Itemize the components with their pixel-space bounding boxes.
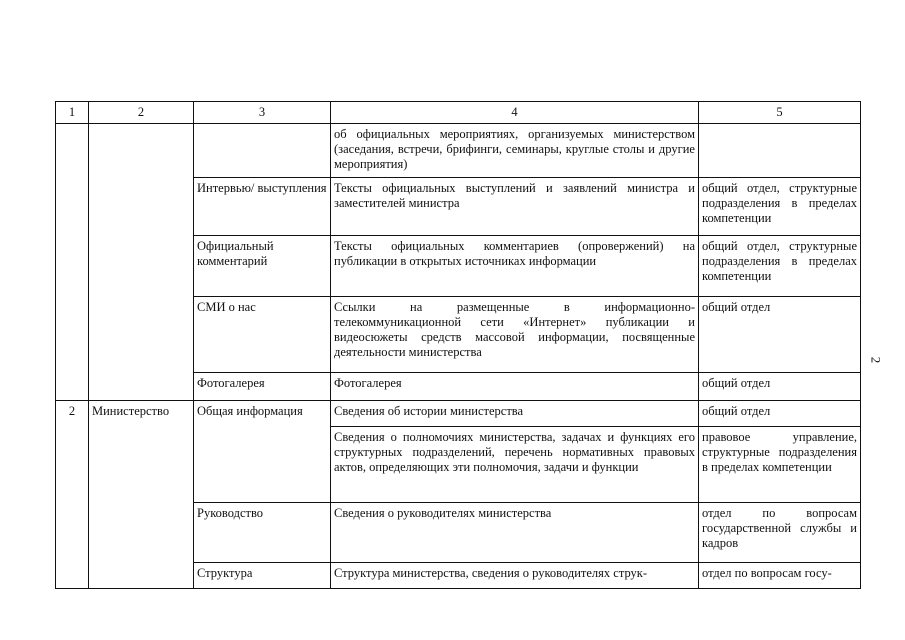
responsible-cell: общий отдел bbox=[699, 401, 861, 427]
column-header-3: 3 bbox=[194, 102, 331, 124]
subsection-cell: Структура bbox=[194, 563, 331, 589]
content-cell: Ссылки на размещенные в информационно-телекоммуникационной сети «Интернет» публикации и видеосюжеты средств массовой информации, посвященные деятельности министерства bbox=[331, 297, 699, 373]
row-number-cell: 2 bbox=[56, 401, 89, 589]
section-cell: Министерство bbox=[89, 401, 194, 589]
subsection-cell: Официальный комментарий bbox=[194, 236, 331, 297]
content-cell: Тексты официальных комментариев (опровержений) на публикации в открытых источниках информации bbox=[331, 236, 699, 297]
subsection-cell: Интервью/ выступления bbox=[194, 178, 331, 236]
content-cell: об официальных мероприятиях, организуемых министерством (заседания, встречи, брифинги, семинары, круглые столы и другие мероприятия) bbox=[331, 124, 699, 178]
responsible-cell: правовое управление, структурные подразделения в пределах компетенции bbox=[699, 427, 861, 503]
responsible-cell: общий отдел, структурные подразделения в пределах компетенции bbox=[699, 236, 861, 297]
responsible-cell: отдел по вопросам госу- bbox=[699, 563, 861, 589]
responsible-cell: общий отдел, структурные подразделения в пределах компетенции bbox=[699, 178, 861, 236]
content-cell: Сведения о полномочиях министерства, задачах и функциях его структурных подразделений, перечень нормативных правовых актов, определяющих эти полномочия, задачи и функции bbox=[331, 427, 699, 503]
content-cell: Сведения об истории министерства bbox=[331, 401, 699, 427]
subsection-cell: Общая информация bbox=[194, 401, 331, 503]
responsible-cell bbox=[699, 124, 861, 178]
content-cell: Тексты официальных выступлений и заявлений министра и заместителей министра bbox=[331, 178, 699, 236]
table-header-row bbox=[56, 102, 861, 124]
row-number-cell bbox=[56, 124, 89, 401]
content-cell: Фотогалерея bbox=[331, 373, 699, 401]
section-cell bbox=[89, 124, 194, 401]
content-cell: Структура министерства, сведения о руководителях струк- bbox=[331, 563, 699, 589]
page-number: 2 bbox=[868, 356, 884, 364]
column-header-1: 1 bbox=[56, 102, 89, 124]
content-cell: Сведения о руководителях министерства bbox=[331, 503, 699, 563]
document-table bbox=[55, 101, 861, 589]
subsection-cell bbox=[194, 124, 331, 178]
responsible-cell: отдел по вопросам государственной службы и кадров bbox=[699, 503, 861, 563]
table-row bbox=[56, 124, 861, 178]
column-header-4: 4 bbox=[331, 102, 699, 124]
column-header-5: 5 bbox=[699, 102, 861, 124]
responsible-cell: общий отдел bbox=[699, 373, 861, 401]
subsection-cell: Фотогалерея bbox=[194, 373, 331, 401]
responsible-cell: общий отдел bbox=[699, 297, 861, 373]
column-header-2: 2 bbox=[89, 102, 194, 124]
table-row bbox=[56, 401, 861, 427]
subsection-cell: СМИ о нас bbox=[194, 297, 331, 373]
subsection-cell: Руководство bbox=[194, 503, 331, 563]
